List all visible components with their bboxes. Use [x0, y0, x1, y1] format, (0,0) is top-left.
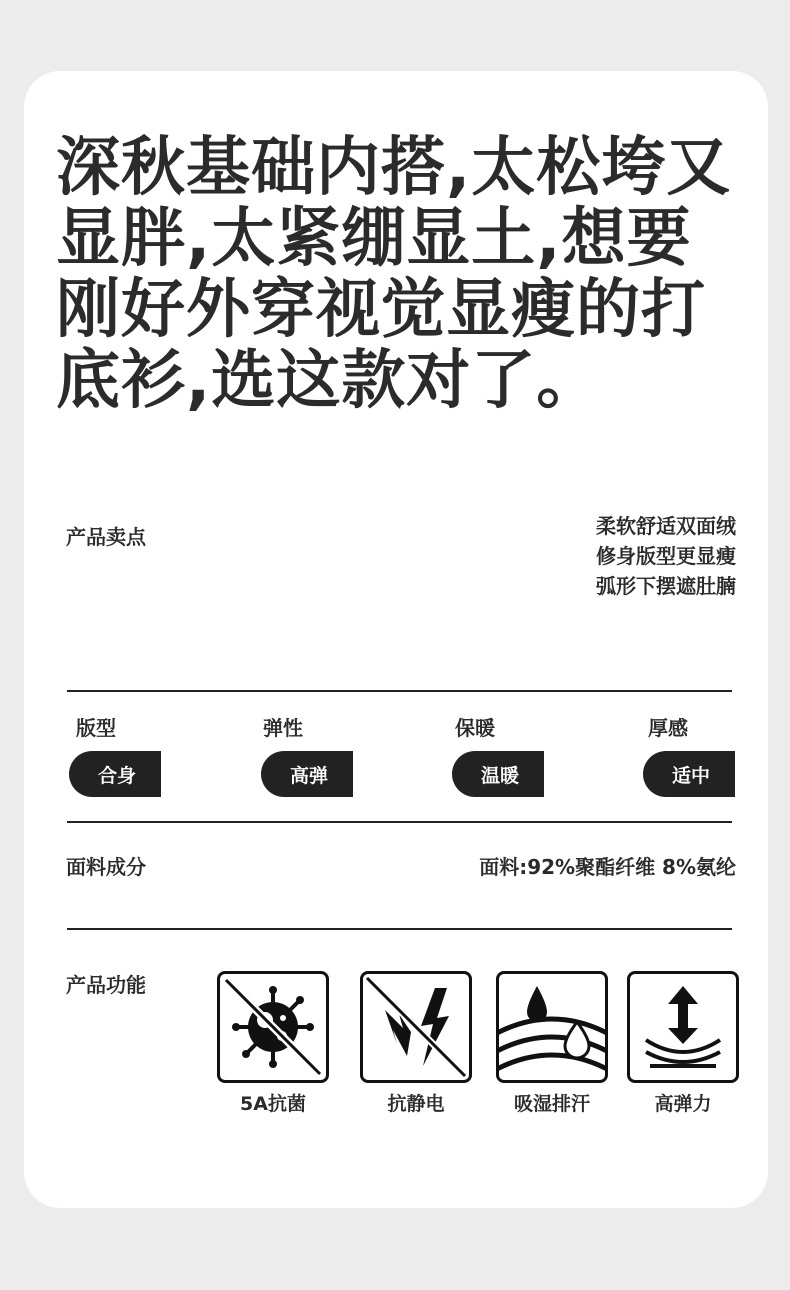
antibacterial-icon [217, 971, 329, 1083]
attr-value-thickness: 适中 [643, 751, 735, 797]
attr-value-warmth: 温暖 [452, 751, 544, 797]
function-label: 高弹力 [654, 1093, 712, 1115]
moisture-wicking-icon [496, 971, 608, 1083]
function-antistatic [360, 971, 472, 1116]
divider [67, 821, 732, 823]
attr-label-thickness: 厚感 [648, 716, 688, 740]
divider [67, 690, 732, 692]
attr-label-fit: 版型 [76, 716, 116, 740]
fabric-label: 面料成分 [66, 855, 146, 879]
function-label: 抗静电 [387, 1093, 445, 1115]
antistatic-icon [360, 971, 472, 1083]
attr-label-elasticity: 弹性 [263, 716, 303, 740]
divider [67, 928, 732, 930]
headline: 深秋基础内搭,太松垮又显胖,太紧绷显土,想要刚好外穿视觉显瘦的打底衫,选这款对了。 [56, 131, 732, 418]
high-elasticity-icon [627, 971, 739, 1083]
function-label: 吸湿排汗 [513, 1093, 590, 1115]
selling-point-item: 柔软舒适双面绒 [596, 514, 736, 538]
selling-points-list [596, 511, 736, 601]
attr-value-elasticity: 高弹 [261, 751, 353, 797]
function-label: 5A抗菌 [240, 1093, 306, 1115]
functions-label: 产品功能 [66, 973, 146, 997]
selling-point-item: 修身版型更显瘦 [596, 544, 736, 568]
product-info-card [24, 71, 768, 1208]
attr-label-warmth: 保暖 [455, 716, 495, 740]
selling-points-label: 产品卖点 [66, 525, 146, 549]
function-antibacterial [217, 971, 329, 1116]
selling-point-item: 弧形下摆遮肚腩 [596, 574, 736, 598]
attr-value-fit: 合身 [69, 751, 161, 797]
function-moisture-wicking [496, 971, 608, 1116]
fabric-value: 面料:92%聚酯纤维 8%氨纶 [479, 855, 736, 879]
function-high-elasticity [627, 971, 739, 1116]
